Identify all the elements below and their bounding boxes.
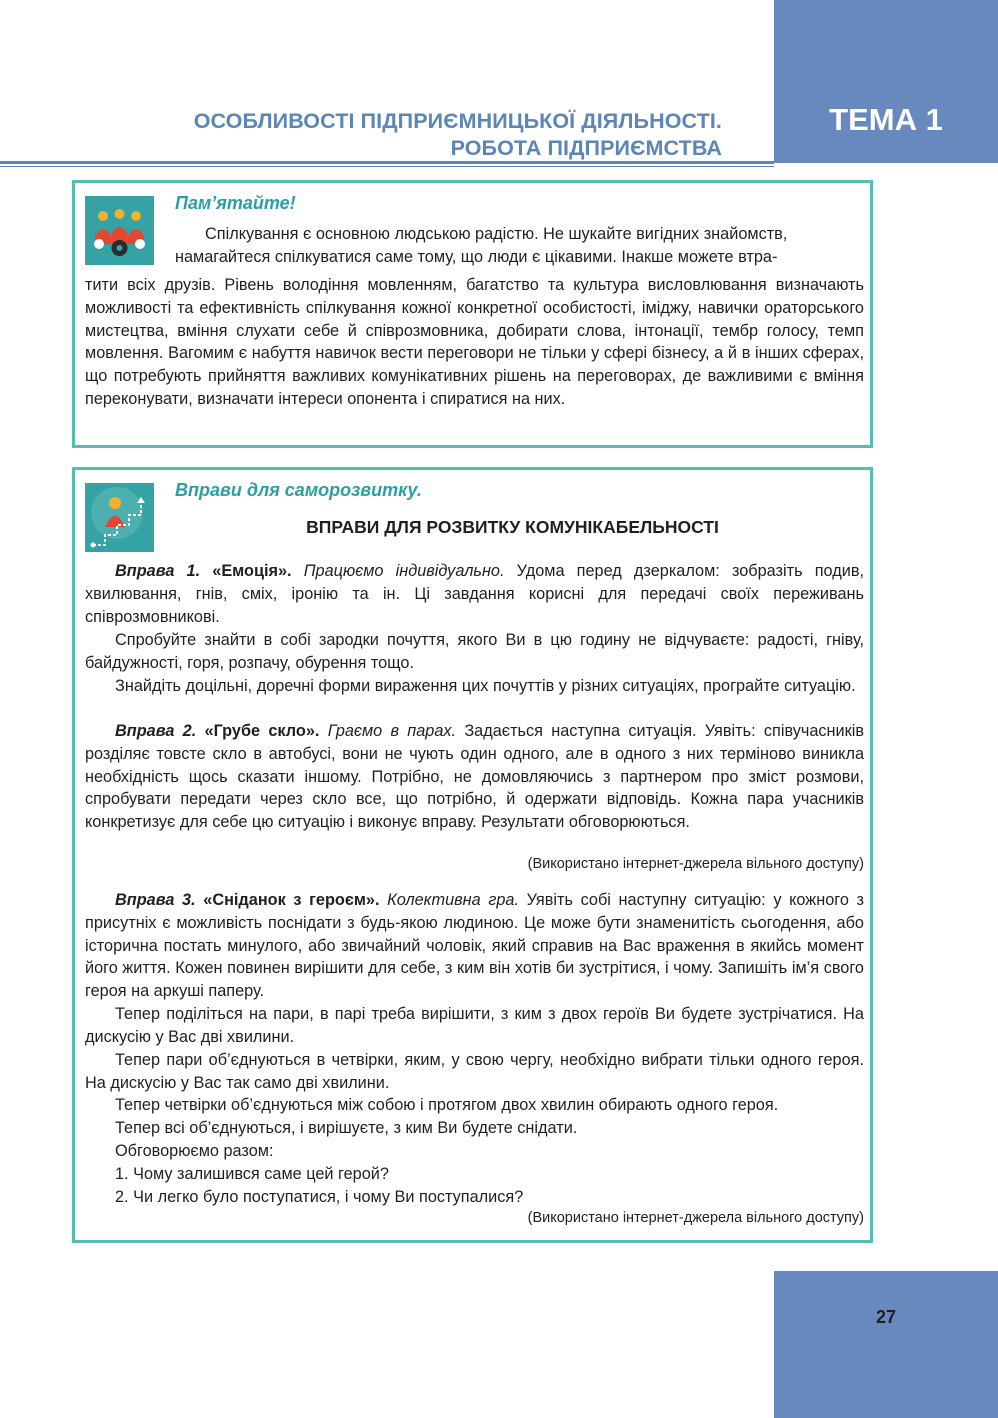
exercise-3-name: «Сніданок з героєм».	[203, 891, 380, 909]
exercise-3-p6: Обговорюємо разом:	[115, 1142, 274, 1160]
page-number: 27	[875, 1307, 897, 1327]
chapter-title-line2: РОБОТА ПІДПРИЄМСТВА	[450, 136, 722, 160]
exercise-1-paragraph	[85, 560, 864, 628]
source-note-2: (Використано інтернет-джерела вільного доступу)	[527, 1210, 864, 1226]
remember-text-rest: тити всіх друзів. Рівень володіння мовленням, багатство та культура висловлювання визначають можливості та ефективність спілкування кожної конкретної особистості, іміджу, навички ораторського мистецтва, вміння слухати себе й співрозмовника, добирати слова, інтонації, тембр голосу, темп мовлення. Вагомим є набуття навичок вести переговори не тільки у сфері бізнесу, а й в інших сферах, що потребують прийняття важливих комунікативних рішень на переговорах, де важливими є вміння переконувати, визначати інтереси опонента і спиратися на них.	[85, 276, 864, 408]
exercise-3-mode: Колективна гра.	[387, 891, 519, 909]
remember-text-line2: намагайтеся спілкуватися саме тому, що люди є цікавими. Інакше можете втра-	[175, 248, 778, 266]
exercise-2-mode: Граємо в парах.	[327, 722, 457, 740]
exercise-3-label: Вправа 3.	[115, 891, 196, 909]
header-rule-thin	[0, 166, 774, 167]
exercise-1-name: «Емоція».	[212, 562, 292, 580]
exercise-2-label: Вправа 2.	[115, 722, 197, 740]
exercise-2-paragraph	[85, 720, 864, 834]
exercise-3-question-1: 1. Чому залишився саме цей герой?	[115, 1165, 389, 1183]
page-number-tab	[774, 1271, 998, 1418]
theme-label: ТЕМА 1	[829, 102, 943, 137]
exercise-3-question-2: 2. Чи легко було поступатися, і чому Ви поступалися?	[115, 1188, 524, 1206]
exercise-box	[72, 467, 873, 1243]
exercise-1-mode: Працюємо індивідуально.	[303, 562, 505, 580]
exercise-3-p5: Тепер всі об’єднуються, і вирішуєте, з ким Ви будете снідати.	[115, 1119, 578, 1137]
exercise-2-text: Задається наступна ситуація. Уявіть: співучасників розділяє товсте скло в автобусі, вони не чують один одного, але в одного з них терміново виникла необхідність щось сказати іншому. Потрібно, не домовляючись з партнером про зміст розмови, спробувати передати через скло все, що потрібно, й одержати відповідь. Кожна пара учасників конкретизує для себе цю ситуацію і виконує вправу. Результати обговорюються.	[85, 722, 865, 832]
exercise-2-name: «Грубе скло».	[204, 722, 320, 740]
exercise-1-text: Удома перед дзеркалом: зобразіть подив, хвилювання, гнів, сміх, іронію та ін. Ці завдання корисні для передачі своїх переживань співрозмовникові.	[85, 562, 864, 626]
remember-text-line1: Спілкування є основною людською радістю. Не шукайте вигідних знайомств,	[205, 225, 788, 243]
exercise-3-p3: Тепер пари об’єднуються в четвірки, яким, у свою чергу, необхідно вибрати тільки одного героя. На дискусію у Вас так само дві хвилини.	[85, 1051, 864, 1092]
exercise-heading: Вправи для саморозвитку.	[175, 480, 422, 500]
header-rule	[0, 161, 774, 164]
exercise-1-p3: Знайдіть доцільні, доречні форми вираження цих почуттів у різних ситуаціях, програйте ситуацію.	[115, 677, 856, 695]
team-gear-icon	[85, 196, 154, 265]
exercise-1-label: Вправа 1.	[115, 562, 201, 580]
exercise-3-text: Уявіть собі наступну ситуацію: у кожного з присутніх є можливість поснідати з будь-якою людиною. Це може бути знаменитість сьогодення, або історична постать минулого, або звичайний чоловік, який справив на Вас враження в якийсь момент його життя. Кожен повинен вирішити для себе, з ким він хотів би зустрітися, і чому. Запишіть ім’я свого героя на аркуші паперу.	[85, 891, 864, 1001]
remember-box	[72, 180, 873, 448]
chapter-title-line1: ОСОБЛИВОСТІ ПІДПРИЄМНИЦЬКОЇ ДІЯЛЬНОСТІ.	[193, 109, 722, 133]
exercise-1-p2: Спробуйте знайти в собі зародки почуття, якого Ви в цю годину не відчуваєте: радості, гніву, байдужності, горя, розпачу, обурення тощо.	[85, 631, 864, 672]
remember-heading: Пам’ятайте!	[175, 193, 296, 213]
theme-tab	[774, 0, 998, 163]
chapter-title	[194, 108, 722, 162]
source-note: (Використано інтернет-джерела вільного доступу)	[527, 856, 864, 872]
exercise-3-p4: Тепер четвірки об’єднуються між собою і протягом двох хвилин обирають одного героя.	[115, 1096, 779, 1114]
exercise-3-paragraph	[85, 889, 864, 1003]
exercise-section-title: ВПРАВИ ДЛЯ РОЗВИТКУ КОМУНІКАБЕЛЬНОСТІ	[306, 517, 719, 537]
exercise-3-p2: Тепер поділіться на пари, в парі треба вирішити, з ким з двох героїв Ви будете зустрічатися. На дискусію у Вас дві хвилини.	[85, 1005, 864, 1046]
